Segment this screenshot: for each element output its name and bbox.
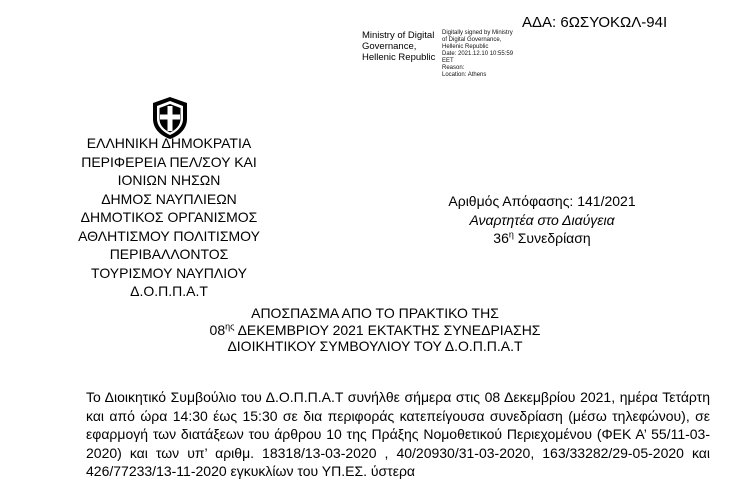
decision-info — [412, 192, 672, 248]
ada-code: ΑΔΑ: 6ΩΣΥΟΚΩΛ-94Ι — [522, 14, 668, 31]
signature-detail-line: of Digital Governance, — [442, 37, 502, 43]
excerpt-line: ΑΠΟΣΠΑΣΜΑ ΑΠΟ ΤΟ ΠΡΑΚΤΙΚΟ ΤΗΣ — [251, 305, 499, 321]
signature-detail-line: EET — [442, 58, 454, 64]
signature-detail-line: Hellenic Republic — [442, 44, 489, 50]
authority-line: ΠΕΡΙΒΑΛΛΟΝΤΟΣ — [109, 246, 229, 262]
signature-signer — [362, 30, 448, 63]
issuing-authority — [60, 134, 278, 301]
signature-signer-line: Governance, — [362, 41, 417, 52]
signature-detail-line: Digitally signed by Ministry — [442, 30, 513, 36]
excerpt-line: ΔΙΟΙΚΗΤΙΚΟΥ ΣΥΜΒΟΥΛΙΟΥ ΤΟΥ Δ.Ο.Π.Π.Α.Τ — [227, 338, 523, 354]
authority-line: ΔΗΜΟΣ ΝΑΥΠΛΙΕΩΝ — [101, 190, 237, 207]
excerpt-line: $08^{\eta\varsigma}$ ΔΕΚΕΜΒΡΙΟΥ 2021 ΕΚΤΑΚΤΗΣ ΣΥΝΕΔΡΙΑΣΗΣ — [209, 320, 541, 338]
authority-line: ΑΘΛΗΤΙΣΜΟΥ ΠΟΛΙΤΙΣΜΟΥ — [78, 227, 260, 244]
signature-detail-line: Date: 2021.12.10 10:55:59 — [442, 51, 514, 57]
authority-line: Δ.Ο.Π.Π.Α.Τ — [130, 283, 208, 299]
posting-note: Αναρτητέα στο Διαύγεια — [469, 211, 615, 228]
authority-line: ΔΗΜΟΤΙΚΟΣ ΟΡΓΑΝΙΣΜΟΣ — [80, 209, 258, 225]
authority-line: ΠΕΡΙΦΕΡΕΙΑ ΠΕΛ/ΣΟΥ ΚΑΙ — [81, 153, 257, 170]
signature-detail-line: Reason: — [442, 65, 465, 71]
authority-line: ΙΟΝΙΩΝ ΝΗΣΩΝ — [117, 172, 221, 188]
signature-details — [442, 30, 537, 79]
body-paragraph: Το Διοικητικό Συμβούλιο του Δ.Ο.Π.Π.Α.Τ συνήλθε σήμερα στις 08 Δεκεμβρίου 2021, ημέρα Τετάρτη και από ώρα 14:30 έως 15:30 σε δια περιφοράς κατεπείγουσα συνεδρίαση (μέσω τηλεφώνου), σε εφαρμογή των διατάξεων του άρθρου 10 της Πράξης Νομοθετικού Περιεχομένου (ΦΕΚ Α’ 55/11-03-2020) και των υπ’ αριθμ. 18318/13-03-2020 , 40/20930/31-03-2020, 163/33282/29-05-2020 και 426/77233/13-11-2020 εγκυκλίων του ΥΠ.ΕΣ. ύστερα — [86, 389, 710, 479]
decision-number: Αριθμός Απόφασης: 141/2021 — [448, 193, 636, 209]
signature-signer-line: Ministry of Digital — [362, 30, 435, 41]
excerpt-heading — [0, 305, 750, 355]
authority-line: ΤΟΥΡΙΣΜΟΥ ΝΑΥΠΛΙΟΥ — [91, 264, 247, 281]
session-number: $36^\eta$ Συνεδρίαση — [493, 229, 591, 246]
authority-line: ΕΛΛΗΝΙΚΗ ΔΗΜΟΚΡΑΤΙΑ — [86, 135, 252, 151]
signature-detail-line: Location: Athens — [442, 72, 487, 78]
signature-signer-line: Hellenic Republic — [362, 52, 436, 63]
